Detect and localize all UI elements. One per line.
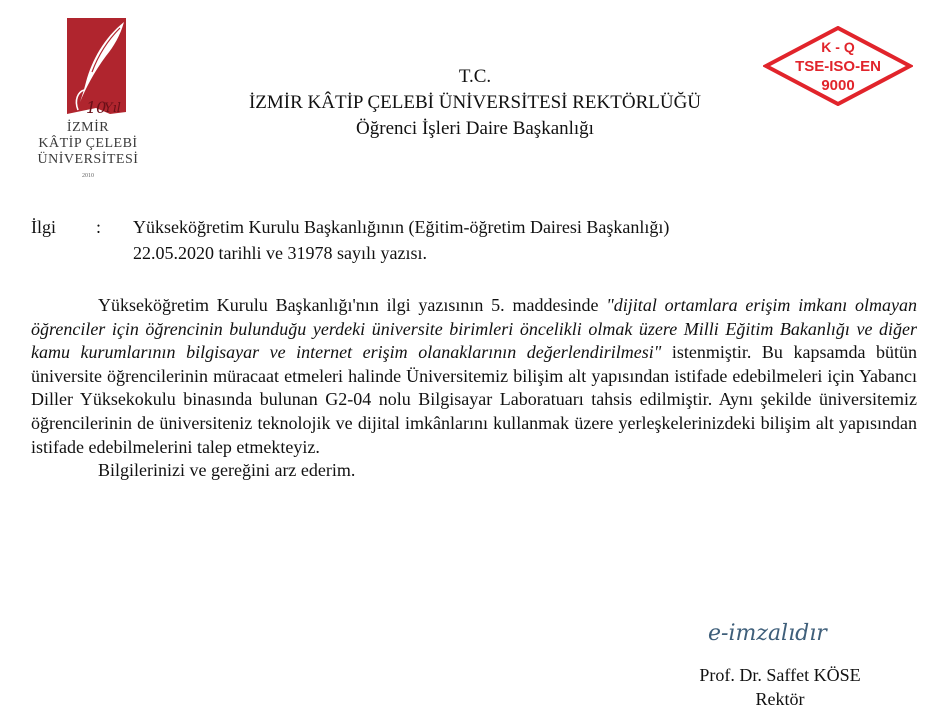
reference-label: İlgi <box>31 217 56 237</box>
header-department: Öğrenci İşleri Daire Başkanlığı <box>356 118 594 139</box>
tse-bottom-text: 9000 <box>821 77 855 94</box>
svg-text:Yıl: Yıl <box>104 101 121 116</box>
reference-line-2: 22.05.2020 tarihli ve 31978 sayılı yazısı. <box>133 243 427 263</box>
tse-iso-badge-icon <box>763 26 913 106</box>
header-tc: T.C. <box>458 66 492 87</box>
letterhead <box>180 64 770 142</box>
body-paragraph-2: Bilgilerinizi ve gereğini arz ederim. <box>98 460 356 481</box>
header-rectorate: İZMİR KÂTİP ÇELEBİ ÜNİVERSİTESİ REKTÖRLÜĞÜ <box>248 92 702 113</box>
body-quote-text: "dijital ortamlara erişim imkanı olmayan öğrenciler için öğrencinin bulunduğu yerdeki üniversite birimleri öncelikli olmak üzere Milli Eğitim Bakanlığı ve diğer kamu kurumlarının bilgisayar ve internet erişim olanaklarının değerlendirilmesi" <box>31 295 917 363</box>
tse-middle-text: TSE-ISO-EN <box>795 58 881 75</box>
university-logo <box>34 16 142 182</box>
letter-body <box>31 294 917 483</box>
svg-text:10: 10 <box>86 98 107 116</box>
signatory-title: Rektör <box>755 689 805 709</box>
signatory <box>660 663 900 711</box>
logo-line-1: İZMİR <box>66 120 110 135</box>
body-lead-text: Yükseköğretim Kurulu Başkanlığı'nın ilgi yazısının 5. maddesinde <box>98 295 607 315</box>
logo-line-2: KÂTİP ÇELEBİ <box>38 136 138 151</box>
tse-top-text: K - Q <box>821 39 855 55</box>
reference-line-1: Yükseköğretim Kurulu Başkanlığının (Eğitim-öğretim Dairesi Başkanlığı) <box>133 217 670 237</box>
e-signature-text: e-imzalıdır <box>708 621 827 646</box>
body-paragraph-1 <box>31 294 917 459</box>
reference-separator: : <box>96 217 102 237</box>
e-signature-mark <box>700 606 850 656</box>
body-rest-text: istenmiştir. Bu kapsamda bütün üniversite öğrencilerinin müracaat etmeleri halinde Üniversitemiz bilişim alt yapısından istifade edebilmeleri için Yabancı Diller Yüksekokulu binasında bulunan G2-04 nolu Bilgisayar Laboratuarı tahsis edilmiştir. Aynı şekilde üniversitemiz öğrencilerinin de üniversiteniz teknolojik ve dijital imkânlarını kullanmak üzere yerleşkelerinizdeki bilişim alt yapısından istifade edebilmelerini talep etmekteyiz. <box>31 342 917 457</box>
quill-emblem-icon <box>34 16 142 116</box>
logo-year: 2010 <box>82 173 94 179</box>
logo-line-3: ÜNİVERSİTESİ <box>37 152 139 167</box>
signatory-name: Prof. Dr. Saffet KÖSE <box>699 665 861 685</box>
